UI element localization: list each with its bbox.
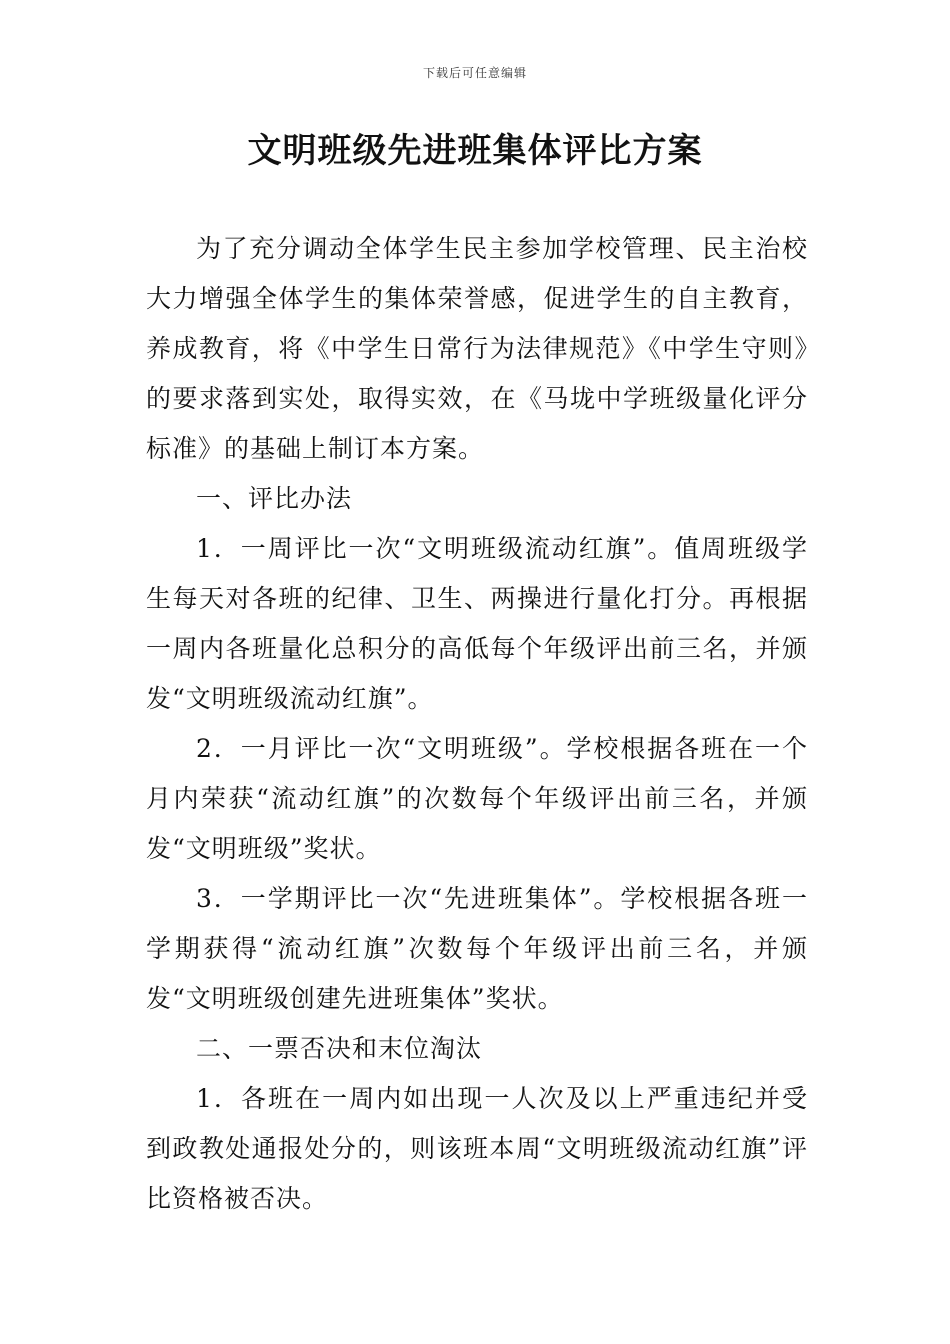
header-note: 下载后可任意编辑 <box>422 66 527 80</box>
section-heading-veto-elimination: 二、一票否决和末位淘汰 <box>196 1034 483 1063</box>
paragraph-veto-rule: 1．各班在一周内如出现一人次及以上严重违纪并受到政教处通报处分的，则该班本周“文明班级流动红旗”评比资格被否决。 <box>146 1084 808 1213</box>
section-heading-evaluation-method: 一、评比办法 <box>196 484 353 513</box>
intro-paragraph: 为了充分调动全体学生民主参加学校管理、民主治校大力增强全体学生的集体荣誉感，促进学生的自主教育，养成教育，将《中学生日常行为法律规范》《中学生守则》的要求落到实处，取得实效，在《马垅中学班级量化评分标准》的基础上制订本方案。 <box>146 234 808 463</box>
paragraph-semester-evaluation: 3．一学期评比一次“先进班集体”。学校根据各班一学期获得“流动红旗”次数每个年级评出前三名，并颁发“文明班级创建先进班集体”奖状。 <box>146 884 808 1013</box>
document-title: 文明班级先进班集体评比方案 <box>247 131 703 171</box>
paragraph-weekly-evaluation: 1．一周评比一次“文明班级流动红旗”。值周班级学生每天对各班的纪律、卫生、两操进行量化打分。再根据一周内各班量化总积分的高低每个年级评出前三名，并颁发“文明班级流动红旗”。 <box>146 534 808 713</box>
document-body <box>146 224 808 1224</box>
paragraph-monthly-evaluation: 2．一月评比一次“文明班级”。学校根据各班在一个月内荣获“流动红旗”的次数每个年级评出前三名，并颁发“文明班级”奖状。 <box>146 734 808 863</box>
